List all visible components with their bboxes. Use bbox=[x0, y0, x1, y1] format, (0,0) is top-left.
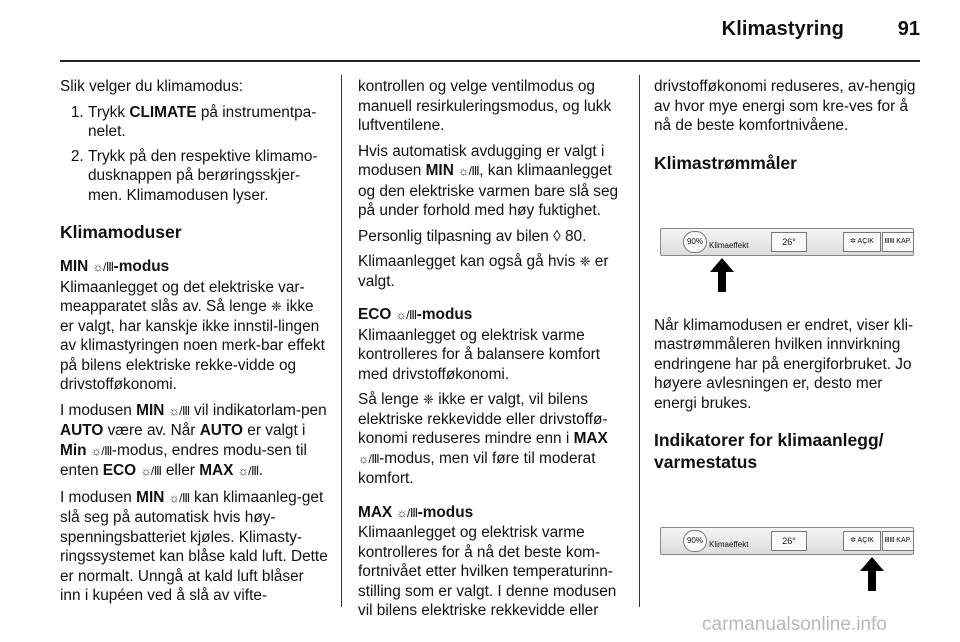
ac-off-button: ⅢⅢ KAP. bbox=[882, 531, 914, 551]
paragraph: Så lenge ❈ ikke er valgt, vil bilens elektriske rekkevidde eller drivstoffø-konomi reduseres mindre enn i MAX ☼/Ⅲ-modus, men vil føre til moderat komfort. bbox=[358, 391, 608, 487]
fan-icon: ❈ bbox=[423, 392, 434, 407]
knob: 90% bbox=[683, 231, 707, 253]
mode-icon: ☼/Ⅲ bbox=[168, 403, 190, 418]
header-title: Klimastyring bbox=[721, 18, 844, 40]
mode-icon: ☼/Ⅲ bbox=[90, 443, 112, 458]
paragraph: Klimaanlegget kan også gå hvis ❈ er valgt. bbox=[358, 253, 609, 290]
mode-icon: ☼/Ⅲ bbox=[458, 164, 480, 178]
section-heading-klimamoduser: Klimamoduser bbox=[60, 222, 182, 242]
fan-icon: ❈ bbox=[271, 299, 282, 314]
figure-status-indicators bbox=[654, 487, 914, 597]
mode-icon: ☼/Ⅲ bbox=[168, 490, 190, 505]
paragraph: Personlig tilpasning av bilen ◊ 80. bbox=[358, 227, 587, 245]
paragraph: drivstofføkonomi reduseres, av-hengig av hvor mye energi som kre-ves for å nå de beste komfortnivåene. bbox=[654, 78, 916, 134]
panel-label: Klimaeffekt bbox=[709, 240, 749, 250]
header-rule bbox=[60, 60, 920, 62]
column-2 bbox=[358, 77, 624, 627]
ac-on-button: ✲ AÇIK bbox=[843, 531, 881, 551]
paragraph: Klimaanlegget og elektrisk varme kontrolleres for å balansere komfort med drivstofføkonomi. bbox=[358, 326, 601, 383]
mode-icon: ☼/Ⅲ bbox=[237, 464, 259, 478]
subheading-min-mode: MIN ☼/Ⅲ-modus bbox=[60, 258, 170, 275]
mode-icon: ☼/Ⅲ bbox=[396, 505, 418, 520]
paragraph: Når klimamodusen er endret, viser kli-mastrømmåleren hvilken innvirkning endringene har på energiforbruket. Jo høyere avlesningen er, desto mer energi brukes. bbox=[654, 316, 914, 412]
page-number: 91 bbox=[897, 18, 920, 40]
mode-icon: ☼/Ⅲ bbox=[358, 451, 380, 466]
figure-climate-flow-meter bbox=[654, 188, 914, 298]
knob: 90% bbox=[683, 530, 707, 552]
column-1 bbox=[60, 77, 328, 612]
step-2: 2. Trykk på den respektive klimamo-dusknappen på berøringsskjer-men. Klimamodusen lyser. bbox=[88, 147, 328, 206]
heading-indikatorer: Indikatorer for klimaanlegg/ varmestatus bbox=[654, 430, 884, 472]
ac-off-button: ⅢⅢ KAP. bbox=[882, 232, 914, 252]
intro-text: Slik velger du klimamodus: bbox=[60, 78, 244, 95]
arrow-up-icon bbox=[710, 258, 734, 292]
steps-list bbox=[60, 103, 328, 206]
panel-label: Klimaeffekt bbox=[709, 540, 749, 549]
paragraph: I modusen MIN ☼/Ⅲ kan klimaanleg-get slå seg på automatisk hvis høy-spenningsbatteriet kjøles. Klimasty-ringssystemet kan blåse kald luft. Dette er normalt. Unngå at kald luft blåser inn i kupéen ved å slå av vifte- bbox=[60, 488, 328, 604]
column-divider-1 bbox=[341, 75, 342, 607]
fan-icon: ❈ bbox=[579, 254, 591, 269]
paragraph: kontrollen og velge ventilmodus og manuell resirkuleringsmodus, og lukk luftventilene. bbox=[358, 78, 612, 134]
climate-panel bbox=[660, 228, 914, 256]
step-1: 1. Trykk CLIMATE på instrumentpa-nelet. bbox=[88, 103, 328, 142]
paragraph: Hvis automatisk avdugging er valgt i modusen MIN ☼/Ⅲ, kan klimaanlegget og den elektriske varmen bare slå seg på under forhold med høy fuktighet. bbox=[358, 142, 619, 219]
subheading-eco-mode: ECO ☼/Ⅲ-modus bbox=[358, 306, 473, 323]
arrow-up-icon bbox=[860, 557, 884, 591]
paragraph: I modusen MIN ☼/Ⅲ vil indikatorlam-pen AUTO være av. Når AUTO er valgt i Min ☼/Ⅲ-modus, endres modu-sen til enten ECO ☼/Ⅲ eller MAX ☼/Ⅲ. bbox=[60, 401, 327, 479]
watermark: carmanualsonline.info bbox=[702, 614, 887, 635]
mode-icon: ☼/Ⅲ bbox=[140, 464, 162, 478]
temperature-display: 26° bbox=[771, 531, 807, 551]
climate-panel bbox=[660, 527, 914, 555]
paragraph: Klimaanlegget og elektrisk varme kontrolleres for å nå det beste kom-fortnivået etter hvilken temperaturinn-stilling som er valgt. I denne modusen vil bilens elektriske rekkevidde eller bbox=[358, 524, 617, 619]
subheading-max-mode: MAX ☼/Ⅲ-modus bbox=[358, 503, 474, 521]
heading-klimastrommaler: Klimastrømmåler bbox=[654, 152, 797, 173]
column-3 bbox=[654, 77, 920, 615]
column-divider-2 bbox=[639, 75, 640, 607]
paragraph: Klimaanlegget og det elektriske var-meapparatet slås av. Så lenge ❈ ikke er valgt, har kanskje ikke innstil-lingen av klimastyringen noen merk-bar effekt på bilens elektriske rekke-vidde og drivstofføkonomi. bbox=[60, 278, 325, 393]
mode-icon: ☼/Ⅲ bbox=[395, 308, 417, 322]
ac-on-button: ✲ AÇIK bbox=[843, 232, 881, 252]
mode-icon: ☼/Ⅲ bbox=[92, 260, 114, 274]
temperature-display: 26° bbox=[771, 232, 807, 252]
